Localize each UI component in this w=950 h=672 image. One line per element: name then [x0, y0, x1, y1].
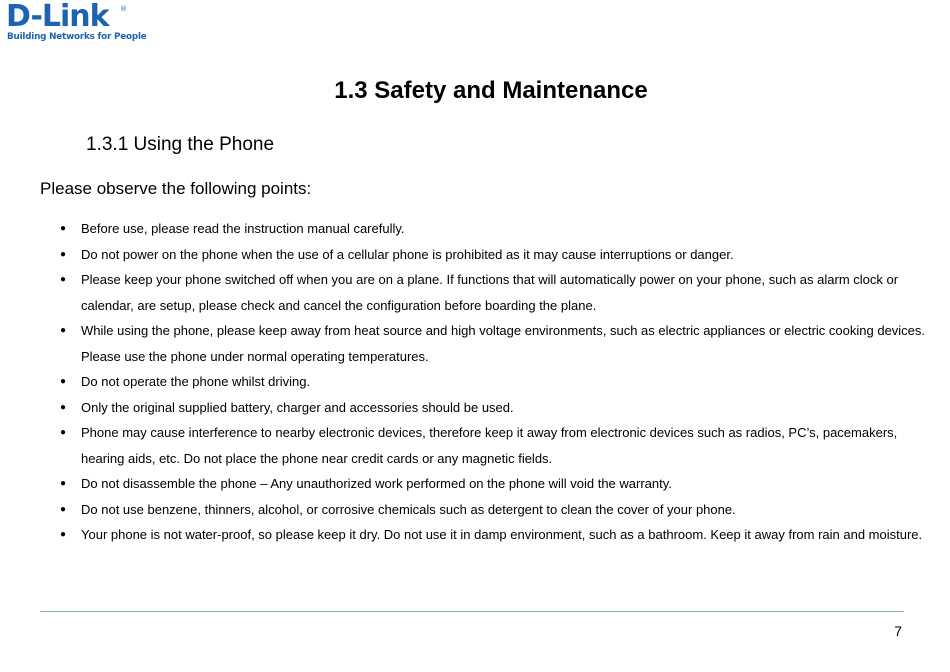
list-item-text: While using the phone, please keep away from heat source and high voltage environments, such as electric appliances or electric cooking devices. Please use the phone under normal operating temperatures.	[81, 323, 926, 364]
list-item-text: Do not power on the phone when the use of a cellular phone is prohibited as it may cause interruptions or danger.	[81, 246, 734, 262]
list-item-text: Before use, please read the instruction manual carefully.	[81, 221, 405, 236]
list-item	[60, 318, 930, 369]
intro-text: Please observe the following points:	[40, 179, 312, 198]
safety-points-list	[60, 216, 930, 548]
footer-divider	[40, 611, 904, 612]
list-item-text: Please keep your phone switched off when you are on a plane. If functions that will automatically power on your phone, such as alarm clock or calendar, are setup, please check and cancel the configuration before boarding the plane.	[81, 272, 899, 313]
logo-tagline: Building Networks for People	[7, 32, 147, 42]
list-item	[60, 267, 930, 318]
list-item-text: Do not operate the phone whilst driving.	[81, 374, 311, 389]
list-item	[60, 369, 930, 395]
list-item-text: Only the original supplied battery, charger and accessories should be used.	[81, 399, 514, 415]
list-item	[60, 242, 930, 268]
bullet-icon: ●	[60, 376, 67, 387]
list-item	[60, 522, 930, 548]
list-item	[60, 471, 930, 497]
page-number: 7	[894, 623, 902, 639]
bullet-icon: ●	[60, 223, 67, 234]
list-item	[60, 420, 930, 471]
bullet-icon: ●	[60, 478, 67, 489]
registered-trademark-icon: ®	[120, 5, 127, 13]
list-item-text: Your phone is not water-proof, so please keep it dry. Do not use it in damp environment, such as a bathroom. Keep it away from rain and moisture.	[81, 527, 923, 542]
bullet-icon: ●	[60, 274, 67, 285]
list-item-text: Do not use benzene, thinners, alcohol, or corrosive chemicals such as detergent to clean the cover of your phone.	[81, 501, 736, 517]
d-link-logo	[6, 0, 147, 44]
list-item	[60, 395, 930, 421]
list-item	[60, 497, 930, 523]
logo-wordmark: D-Link	[6, 0, 109, 34]
list-item-text: Phone may cause interference to nearby electronic devices, therefore keep it away from electronic devices such as radios, PC’s, pacemakers, hearing aids, etc. Do not place the phone near credit cards or any magnetic fields.	[81, 425, 898, 466]
bullet-icon: ●	[60, 248, 67, 260]
bullet-icon: ●	[60, 325, 67, 336]
section-heading: 1.3.1 Using the Phone	[86, 134, 275, 155]
bullet-icon: ●	[60, 503, 67, 515]
page-title: 1.3 Safety and Maintenance	[334, 77, 648, 104]
bullet-icon: ●	[60, 427, 67, 438]
list-item	[60, 216, 930, 242]
list-item-text: Do not disassemble the phone – Any unauthorized work performed on the phone will void the warranty.	[81, 476, 672, 491]
bullet-icon: ●	[60, 401, 67, 413]
bullet-icon: ●	[60, 529, 67, 540]
